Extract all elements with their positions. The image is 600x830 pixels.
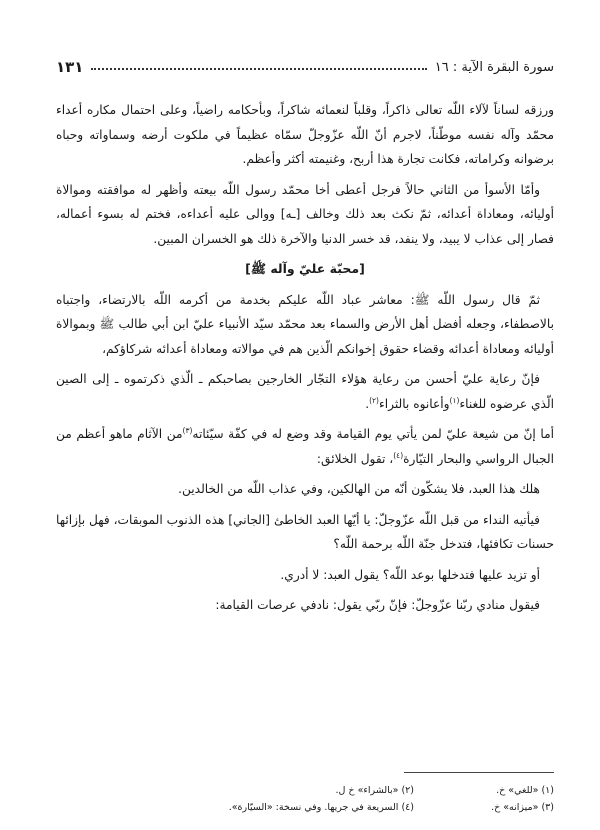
main-text	[56, 98, 554, 618]
paragraph-text: ، تقول الخلائق:	[316, 451, 394, 466]
paragraph: ورزقه لساناً لآلاء اللّه تعالى ذاكراً، وقلباً لنعمائه شاكراً، وبأحكامه راضياً، وعلى احتمال مكاره أعداء محمّد وآله نفسه موطّناً، لاجرم أنّ اللّه عزّوجلّ سمّاه عظيماً في ملكوت أرضه وسماواته وحباه برضوانه وكراماته، فكانت تجارة هذا أربح، وغنيمته أكثر وأعظم.	[56, 103, 554, 166]
footnote-1: (١) «للغي» خ.	[496, 785, 554, 796]
section-heading: [محبّة عليّ وآله ﷺ]	[245, 261, 365, 276]
header-dotted-rule	[91, 68, 426, 70]
paragraph: فيأتيه النداء من قبل اللّه عزّوجلّ: يا أيّها العبد الخاطئ [الجاني] هذه الذنوب الموبقات، فهل بإزائها حسنات تكافئها، فتدخل جنّة اللّه برحمة اللّه؟	[56, 512, 554, 551]
page-header	[56, 52, 554, 82]
paragraph: فيقول منادي ربّنا عزّوجلّ: فإنّ ربّي يقول: نادفي عرصات القيامة:	[215, 598, 540, 612]
paragraph-text: من الآثام ماهو أعظم من الجبال الرواسي والبحار التيّارة	[56, 427, 554, 466]
footnote-ref-4: (٤)	[393, 450, 404, 460]
paragraph: وأمّا الأسوأ من الثاني حالاً فرجل أعطى أخا محمّد رسول اللّه بيعته وأظهر له موافقته وموالاة أوليائه، ومعاداة أعدائه، ثمّ نكث بعد ذلك وخالف [ـه] ووالى عليه أعداءه، فختم له بسوء أعماله، فصار إلى عذاب لا يبيد، ولا ينفد، قد خسر الدنيا والآخرة ذلك هو الخسران المبين.	[56, 182, 554, 246]
footnote-3: (٣) «ميزانه» خ.	[491, 802, 554, 813]
paragraph	[56, 422, 554, 471]
footnote-row	[56, 782, 554, 799]
footnote-ref-2: (٢)	[369, 395, 379, 405]
paragraph: أو تزيد عليها فتدخلها بوعد اللّه؟ يقول العبد: لا أدري.	[280, 567, 540, 582]
paragraph-text: فإنّ رعاية عليّ أحسن من رعاية هؤلاء التجّار الخارجين بصاحبكم ـ الّذي ذكرتموه ـ إلى الصين الّذي عرضوه للغناء	[56, 372, 554, 411]
footnotes	[56, 782, 554, 816]
footnote-row	[56, 799, 554, 816]
footnote-4: (٤) السريعة في جريها. وفي نسخة: «السيّارة».	[228, 802, 414, 813]
paragraph: فإنّ رعاية عليّ أحسن من رعاية هؤلاء التجّار الخارجين بصاحبكم ـ الّذي ذكرتموه ـ إلى الصين الّذي عرضوه للغناء$^{(١)}$وأعانوه بالثراء$^{(٢)}$.	[56, 372, 554, 411]
footnote-2: (٢) «بالشراء» خ ل.	[335, 785, 414, 796]
paragraph: هلك هذا العبد، فلا يشكّون أنّه من الهالكين، وفي عذاب اللّه من الخالدين.	[178, 482, 540, 496]
footnote-divider	[404, 772, 554, 773]
paragraph-text: وأعانوه بالثراء	[378, 396, 450, 411]
running-title: سورة البقرة الآية : ١٦	[434, 59, 554, 75]
page-number: ١٣١	[56, 58, 84, 76]
paragraph-text: أما إنّ من شيعة عليّ لمن يأتي يوم القيامة وقد وضع له في كفّة سيّئاته	[192, 427, 554, 441]
book-page	[56, 52, 554, 813]
footnote-ref-3: (٣)	[182, 425, 193, 435]
footnote-ref-1: (١)	[449, 395, 460, 405]
paragraph: ثمّ قال رسول اللّه ﷺ: معاشر عباد اللّه عليكم بخدمة من أكرمه اللّه بالارتضاء، واجتباه بالاصطفاء، وجعله أفضل أهل الأرض والسماء بعد محمّد سيّد الأنبياء عليّ ابن أبي طالب ﷺ وبموالاة أوليائه ومعاداة أعدائه وقضاء حقوق إخوانكم الّذين هم في موالاته ومعاداة أعدائه شركاؤكم،	[56, 292, 554, 356]
